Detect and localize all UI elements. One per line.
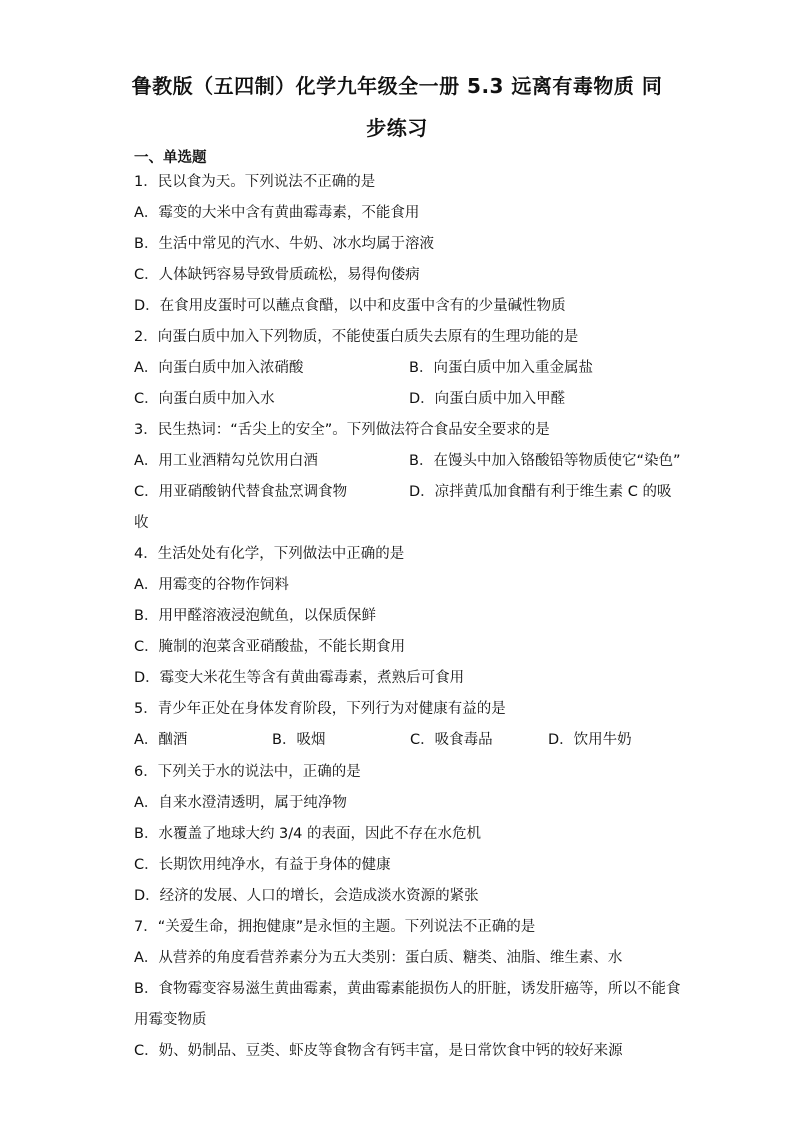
question-7-option-c: C．奶、奶制品、豆类、虾皮等食物含有钙丰富，是日常饮食中钙的较好来源 xyxy=(134,1043,623,1059)
question-1-option-c: C．人体缺钙容易导致骨质疏松，易得佝偻病 xyxy=(134,267,420,283)
question-1-option-b: B．生活中常见的汽水、牛奶、冰水均属于溶液 xyxy=(134,236,434,252)
question-4-option-a: A．用霉变的谷物作饲料 xyxy=(134,577,289,593)
question-1-option-d: D．在食用皮蛋时可以蘸点食醋，以中和皮蛋中含有的少量碱性物质 xyxy=(134,298,566,314)
question-6-option-b: B．水覆盖了地球大约 3/4 的表面，因此不存在水危机 xyxy=(134,826,481,842)
question-3-option-a: A．用工业酒精勾兑饮用白酒 xyxy=(134,453,318,469)
question-5-option-c: C．吸食毒品 xyxy=(410,732,493,748)
question-5-option-a: A．酗酒 xyxy=(134,732,188,748)
question-1-stem: 1．民以食为天。下列说法不正确的是 xyxy=(134,174,376,190)
document-title-line-2: 步练习 xyxy=(366,116,428,140)
question-2-option-c: C．向蛋白质中加入水 xyxy=(134,391,275,407)
question-6-stem: 6．下列关于水的说法中，正确的是 xyxy=(134,764,361,780)
question-2-stem: 2．向蛋白质中加入下列物质，不能使蛋白质失去原有的生理功能的是 xyxy=(134,329,579,345)
question-2-option-b: B．向蛋白质中加入重金属盐 xyxy=(409,360,593,376)
question-4-option-d: D．霉变大米花生等含有黄曲霉毒素，煮熟后可食用 xyxy=(134,670,465,686)
question-4-option-b: B．用甲醛溶液浸泡鱿鱼，以保质保鲜 xyxy=(134,608,376,624)
question-5-option-d: D．饮用牛奶 xyxy=(548,732,632,748)
question-6-option-c: C．长期饮用纯净水，有益于身体的健康 xyxy=(134,857,391,873)
question-3-option-d: D．凉拌黄瓜加食醋有利于维生素 C 的吸 xyxy=(409,484,672,500)
question-2-option-a: A．向蛋白质中加入浓硝酸 xyxy=(134,360,304,376)
question-3-stem: 3．民生热词：“舌尖上的安全”。下列做法符合食品安全要求的是 xyxy=(134,422,550,438)
question-7-option-b: B．食物霉变容易滋生黄曲霉素，黄曲霉素能损伤人的肝脏，诱发肝癌等，所以不能食 xyxy=(134,981,681,997)
section-heading: 一、单选题 xyxy=(134,150,207,166)
question-5-option-b: B．吸烟 xyxy=(272,732,326,748)
question-7-option-a: A．从营养的角度看营养素分为五大类别：蛋白质、糖类、油脂、维生素、水 xyxy=(134,950,623,966)
question-3-option-c: C．用亚硝酸钠代替食盐烹调食物 xyxy=(134,484,348,500)
document-title-line-1: 鲁教版（五四制）化学九年级全一册 5.3 远离有毒物质 同 xyxy=(131,74,663,98)
question-3-option-b: B．在馒头中加入铬酸铅等物质使它“染色” xyxy=(409,453,681,469)
question-4-option-c: C．腌制的泡菜含亚硝酸盐，不能长期食用 xyxy=(134,639,406,655)
question-5-stem: 5．青少年正处在身体发育阶段，下列行为对健康有益的是 xyxy=(134,701,506,717)
question-6-option-a: A．自来水澄清透明，属于纯净物 xyxy=(134,795,347,811)
question-1-option-a: A．霉变的大米中含有黄曲霉毒素，不能食用 xyxy=(134,205,420,221)
question-4-stem: 4．生活处处有化学，下列做法中正确的是 xyxy=(134,546,405,562)
question-2-option-d: D．向蛋白质中加入甲醛 xyxy=(409,391,566,407)
question-3-option-d-continued: 收 xyxy=(134,515,149,531)
question-6-option-d: D．经济的发展、人口的增长，会造成淡水资源的紧张 xyxy=(134,888,479,904)
question-7-stem: 7．“关爱生命，拥抱健康”是永恒的主题。下列说法不正确的是 xyxy=(134,919,536,935)
question-7-option-b-continued: 用霉变物质 xyxy=(134,1012,207,1028)
